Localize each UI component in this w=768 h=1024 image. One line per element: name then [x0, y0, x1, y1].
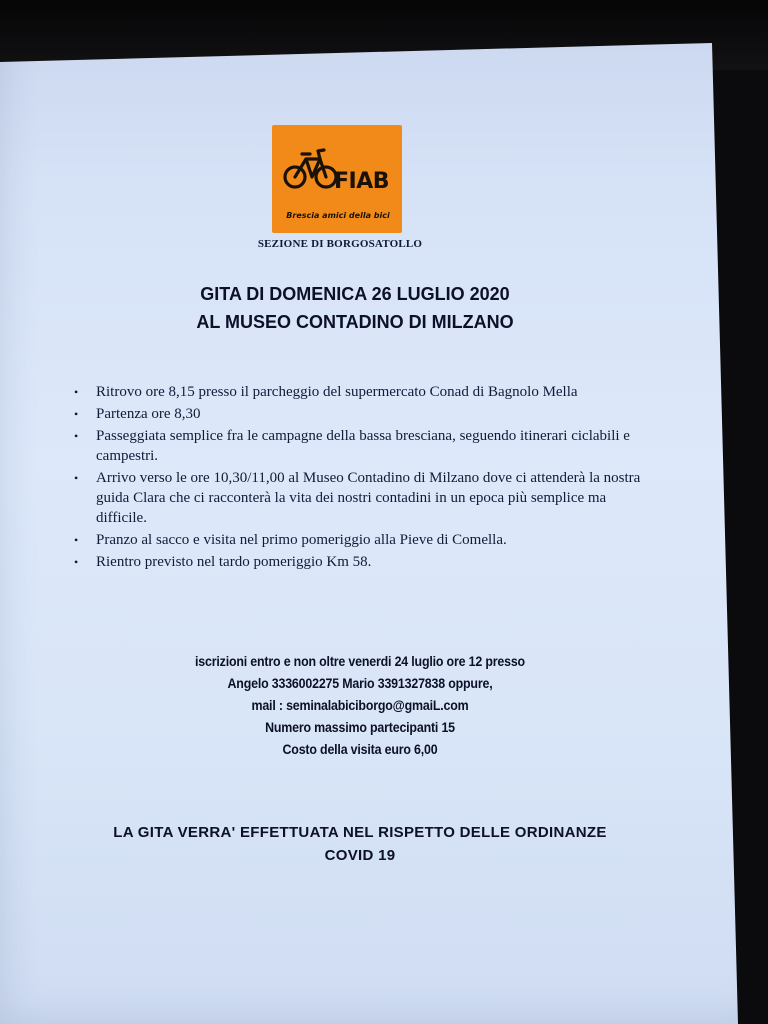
- fiab-logo: [272, 125, 402, 233]
- bullet-icon: •: [74, 429, 79, 443]
- bullet-icon: •: [74, 533, 79, 547]
- logo-name: FIAB: [334, 169, 390, 194]
- bullet-icon: •: [74, 471, 79, 485]
- max-participants: Numero massimo partecipanti 15: [265, 720, 455, 735]
- list-item: [72, 404, 652, 424]
- page-title-line-1: GITA DI DOMENICA 26 LUGLIO 2020: [200, 284, 510, 304]
- list-item: [72, 552, 652, 572]
- bullet-icon: •: [74, 385, 79, 399]
- list-item-text: Partenza ore 8,30: [96, 406, 201, 422]
- list-item: [72, 426, 652, 466]
- list-item-text: Pranzo al sacco e visita nel primo pomeriggio alla Pieve di Comella.: [96, 532, 507, 548]
- registration-email: mail : seminalabiciborgo@gmaiL.com: [251, 698, 469, 713]
- list-item: [72, 468, 652, 528]
- list-item-text: Rientro previsto nel tardo pomeriggio Km 58.: [96, 554, 372, 570]
- bullet-icon: •: [74, 407, 79, 421]
- list-item-text: Ritrovo ore 8,15 presso il parcheggio del supermercato Conad di Bagnolo Mella: [96, 384, 578, 400]
- list-item: [72, 382, 652, 402]
- section-label: SEZIONE DI BORGOSATOLLO: [257, 238, 423, 250]
- logo-tagline: Brescia amici della bici: [286, 211, 390, 220]
- bicycle-icon: [282, 145, 340, 193]
- list-item-text: Arrivo verso le ore 10,30/11,00 al Museo Contadino di Milzano dove ci attenderà la nostra guida Clara che ci racconterà la vita dei nostri contadini in un epoca più semplice ma difficile.: [96, 470, 641, 526]
- registration-deadline: iscrizioni entro e non oltre venerdi 24 luglio ore 12 presso: [195, 654, 525, 669]
- list-item-text: Passeggiata semplice fra le campagne della bassa bresciana, seguendo itinerari ciclabili e campestri.: [96, 428, 630, 464]
- covid-notice-line-1: LA GITA VERRA' EFFETTUATA NEL RISPETTO DELLE ORDINANZE: [113, 824, 607, 841]
- bullet-icon: •: [74, 555, 79, 569]
- covid-notice-line-2: COVID 19: [324, 847, 396, 864]
- registration-contacts: Angelo 3336002275 Mario 3391327838 oppure,: [227, 676, 493, 691]
- visit-cost: Costo della visita euro 6,00: [282, 742, 438, 757]
- list-item: [72, 530, 652, 550]
- program-list: [72, 382, 652, 574]
- page-title-line-2: AL MUSEO CONTADINO DI MILZANO: [196, 312, 514, 332]
